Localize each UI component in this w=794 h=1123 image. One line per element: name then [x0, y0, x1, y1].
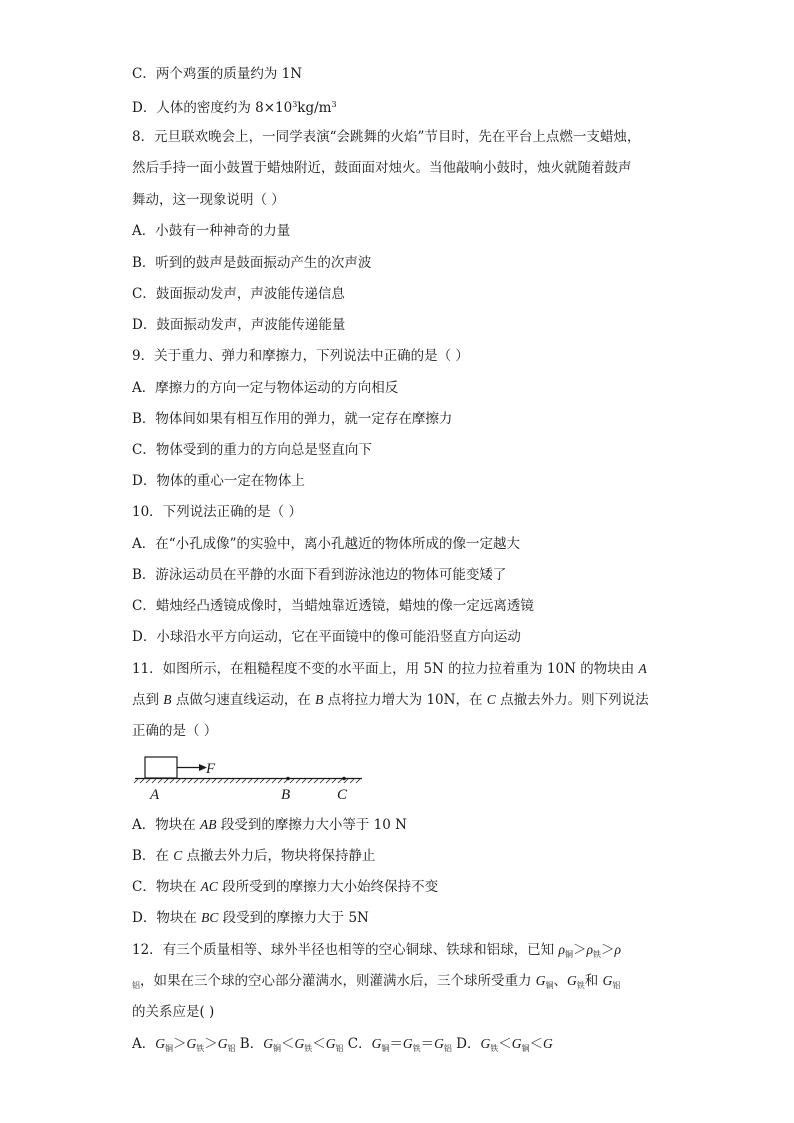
d-g3: G [542, 1036, 553, 1051]
rho-sub-cu: 铜 [564, 950, 573, 959]
c-op1: ＝ [389, 1036, 403, 1052]
d-s1: 铁 [490, 1044, 499, 1053]
q11-stem-line1 [132, 661, 647, 677]
q11-opt-b-post: 点撤去外力后，物块将保持静止 [182, 848, 376, 864]
q11-diagram [130, 752, 370, 808]
q10-option-d[interactable]: D．小球沿水平方向运动，它在平面镜中的像可能沿竖直方向运动 [132, 629, 521, 645]
q7-unit-exp: 3 [331, 100, 337, 109]
d-op1: ＜ [498, 1036, 512, 1052]
q8-option-d[interactable]: D．鼓面振动发声，声波能传递能量 [132, 317, 346, 333]
d-g2: G [511, 1036, 522, 1051]
gt-1: ＞ [572, 942, 587, 958]
b-op2: ＜ [312, 1036, 326, 1052]
a-s3: 铝 [227, 1044, 236, 1053]
g-sub-cu: 铜 [545, 981, 554, 990]
b-s2: 铁 [304, 1044, 313, 1053]
g-cu: G [535, 973, 546, 988]
comma-1: 、 [553, 973, 568, 989]
c-s3: 铝 [443, 1044, 452, 1053]
q10-option-a[interactable]: A．在“小孔成像”的实验中，离小孔越近的物体所成的像一定越大 [132, 536, 521, 552]
g-sub-fe: 铁 [576, 981, 585, 990]
q8-option-a[interactable]: A．小鼓有一种神奇的力量 [132, 223, 291, 239]
c-s2: 铁 [412, 1044, 421, 1053]
b-s1: 铜 [272, 1044, 281, 1053]
q11-diagram-svg [130, 752, 370, 804]
q8-stem-line1: 8．元旦联欢晚会上，一同学表演“会跳舞的火焰”节目时，先在平台上点燃一支蜡烛， [132, 129, 641, 145]
q11-point-b: B [163, 692, 172, 707]
q8-stem-line3: 舞动，这一现象说明（ ） [132, 192, 285, 208]
q11-point-b-2: B [315, 692, 324, 707]
q12-option-d[interactable] [452, 1036, 553, 1052]
q11-stem-text1: 11．如图所示，在粗糙程度不变的水平面上，用 5N 的拉力拉着重为 10N 的物块由 [132, 661, 639, 677]
q12-opt-d-label: D． [451, 1036, 481, 1052]
q7-unit: kg/m [297, 100, 332, 116]
a-op2: ＞ [204, 1036, 218, 1052]
q12-opt-c-label: C． [343, 1036, 372, 1052]
q11-opt-b-pre: B．在 [132, 848, 174, 864]
q12-options-row [132, 1036, 553, 1057]
rho-2: ρ [586, 942, 593, 957]
q12-stem-line3: 的关系应是( ) [132, 1004, 215, 1020]
point-b-dot [286, 777, 290, 781]
q11-stem-line2 [132, 692, 649, 708]
b-op1: ＜ [280, 1036, 295, 1052]
a-op1: ＞ [173, 1036, 187, 1052]
g-sub-al: 铝 [612, 981, 621, 990]
q11-opt-c-pre: C．物块在 [132, 879, 201, 895]
c-g1: G [371, 1036, 382, 1051]
q11-opt-d-pre: D．物块在 [132, 910, 202, 926]
ground-hatch [134, 779, 360, 783]
d-g1: G [480, 1036, 491, 1051]
q11-stem-text2a: 点到 [132, 692, 164, 708]
block [145, 757, 177, 778]
q7-exp: 3 [292, 100, 298, 109]
gt-2: ＞ [600, 942, 615, 958]
q9-option-d[interactable]: D．物体的重心一定在物体上 [132, 473, 305, 489]
a-s2: 铁 [196, 1044, 205, 1053]
q11-opt-c-post: 段所受到的摩擦力大小始终保持不变 [217, 879, 439, 895]
q11-stem-text2d: 点撤去外力。则下列说法 [495, 692, 649, 708]
q12-stem-line1 [132, 942, 621, 963]
q12-stem-line2 [132, 973, 620, 994]
a-g1: G [155, 1036, 165, 1051]
label-b: B [281, 787, 291, 803]
b-g2: G [294, 1036, 305, 1051]
c-s1: 铜 [381, 1044, 390, 1053]
c-op2: ＝ [420, 1036, 435, 1052]
q10-option-c[interactable]: C．蜡烛经凸透镜成像时，当蜡烛靠近透镜，蜡烛的像一定远离透镜 [132, 598, 534, 614]
q12-option-b[interactable] [236, 1036, 344, 1052]
q7-option-d[interactable] [132, 97, 337, 116]
q12-option-c[interactable] [343, 1036, 451, 1052]
c-g2: G [402, 1036, 413, 1051]
q11-option-d[interactable] [132, 910, 369, 926]
q11-stem-text2c: 点将拉力增大为 10N，在 [323, 692, 487, 708]
q11-opt-a-post: 段受到的摩擦力大小等于 10 N [216, 817, 407, 833]
a-g2: G [186, 1036, 197, 1051]
q10-option-b[interactable]: B．游泳运动员在平静的水面下看到游泳池边的物体可能变矮了 [132, 567, 507, 583]
q10-stem: 10．下列说法正确的是（ ） [132, 504, 302, 520]
g-fe: G [567, 973, 577, 988]
q11-option-a[interactable] [132, 817, 407, 833]
d-op2: ＜ [529, 1036, 543, 1052]
q7-option-c[interactable]: C．两个鸡蛋的质量约为 1N [132, 66, 303, 82]
q11-opt-a-seg: AB [200, 817, 217, 832]
q8-stem-line2: 然后手持一面小鼓置于蜡烛附近，鼓面面对烛火。当他敲响小鼓时，烛火就随着鼓声 [132, 160, 632, 176]
q12-stem-text2: ，如果在三个球的空心部分灌满水，则灌满水后，三个球所受重力 [140, 973, 536, 989]
rho-sub-al: 铝 [132, 981, 140, 990]
q11-opt-d-post: 段受到的摩擦力大于 5N [218, 910, 369, 926]
q11-point-c: C [486, 692, 496, 707]
q9-option-a[interactable]: A．摩擦力的方向一定与物体运动的方向相反 [132, 380, 399, 396]
b-g3: G [325, 1036, 336, 1051]
c-g3: G [434, 1036, 444, 1051]
q11-opt-c-seg: AC [200, 879, 218, 894]
rho-sub-fe: 铁 [592, 950, 601, 959]
q11-option-b[interactable] [132, 848, 376, 864]
d-s2: 铜 [521, 1044, 530, 1053]
q9-stem: 9．关于重力、弹力和摩擦力，下列说法中正确的是（ ） [132, 348, 469, 364]
b-s3: 铝 [335, 1044, 344, 1053]
q7-option-d-text: D．人体的密度约为 8×10 [132, 100, 293, 116]
force-label: F [206, 761, 216, 777]
point-c-dot [342, 777, 346, 781]
and-word: 和 [584, 973, 603, 989]
label-a: A [150, 787, 160, 803]
q11-option-c[interactable] [132, 879, 438, 895]
q12-stem-text1: 12．有三个质量相等、球外半径也相等的空心铜球、铁球和铝球，已知 [132, 942, 559, 958]
q9-option-c[interactable]: C．物体受到的重力的方向总是竖直向下 [132, 442, 372, 458]
q11-stem-text2b: 点做匀速直线运动，在 [171, 692, 316, 708]
q11-stem-line3: 正确的是（ ） [132, 723, 218, 739]
q8-option-c[interactable]: C．鼓面振动发声，声波能传递信息 [132, 286, 345, 302]
q8-option-b[interactable]: B．听到的鼓声是鼓面振动产生的次声波 [132, 255, 372, 271]
q11-opt-b-pt: C [173, 848, 183, 863]
q12-option-a[interactable] [132, 1036, 236, 1052]
q11-opt-a-pre: A．物块在 [132, 817, 201, 833]
q11-opt-d-seg: BC [201, 910, 219, 925]
q12-opt-b-label: B． [235, 1036, 264, 1052]
q11-point-a: A [638, 661, 647, 676]
g-al: G [602, 973, 613, 988]
a-s1: 铜 [165, 1044, 173, 1053]
q9-option-b[interactable]: B．物体间如果有相互作用的弹力，就一定存在摩擦力 [132, 411, 453, 427]
q12-opt-a-label: A． [132, 1036, 156, 1052]
b-g1: G [263, 1036, 273, 1051]
rho-3: ρ [614, 942, 621, 957]
rho-1: ρ [558, 942, 565, 957]
label-c: C [337, 787, 348, 803]
a-g3: G [217, 1036, 228, 1051]
